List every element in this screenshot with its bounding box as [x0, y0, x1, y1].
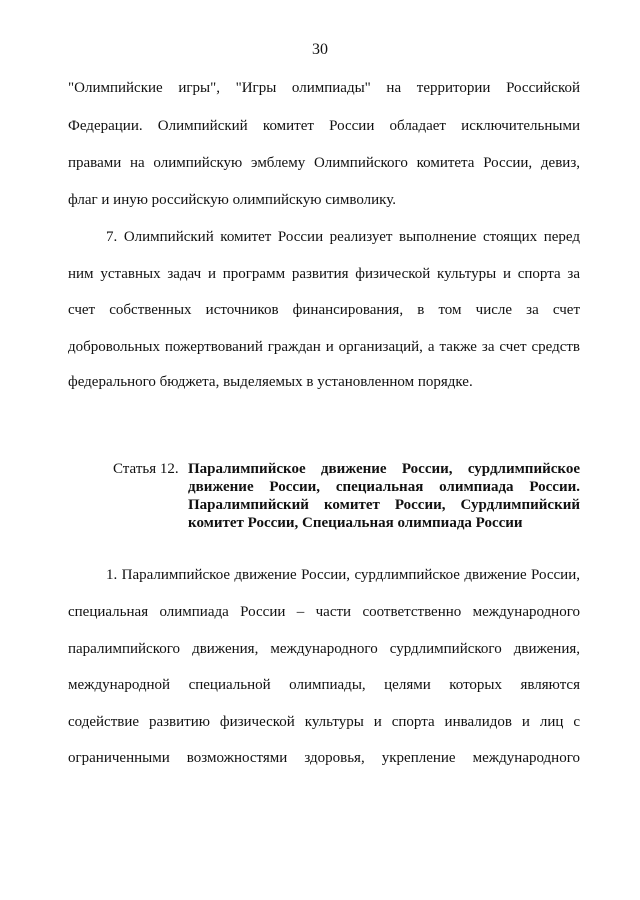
paragraph-line: ним уставных задач и программ развития физической культуры и спорта за: [68, 266, 580, 282]
paragraph-line: содействие развитию физической культуры и спорта инвалидов и лиц с: [68, 714, 580, 730]
article-title-line: Паралимпийский комитет России, Сурдлимпийский: [188, 497, 580, 513]
paragraph-line: 7. Олимпийский комитет России реализует выполнение стоящих перед: [106, 229, 580, 245]
paragraph-line: 1. Паралимпийское движение России, сурдлимпийское движение России,: [106, 567, 580, 583]
paragraph-line: правами на олимпийскую эмблему Олимпийского комитета России, девиз,: [68, 155, 580, 171]
article-title-line: Паралимпийское движение России, сурдлимпийское: [188, 461, 580, 477]
article-title-line: комитет России, Специальная олимпиада России: [188, 515, 523, 531]
paragraph-line: счет собственных источников финансирования, в том числе за счет: [68, 302, 580, 318]
paragraph-line: добровольных пожертвований граждан и организаций, а также за счет средств: [68, 339, 580, 355]
paragraph-line: ограниченными возможностями здоровья, укрепление международного: [68, 750, 580, 766]
paragraph-line: федерального бюджета, выделяемых в установленном порядке.: [68, 374, 473, 390]
paragraph-line: "Олимпийские игры", "Игры олимпиады" на территории Российской: [68, 80, 580, 96]
paragraph-line: паралимпийского движения, международного сурдлимпийского движения,: [68, 641, 580, 657]
page-number: 30: [312, 41, 328, 58]
paragraph-line: флаг и иную российскую олимпийскую символику.: [68, 192, 396, 208]
paragraph-line: специальная олимпиада России – части соответственно международного: [68, 604, 580, 620]
paragraph-line: Федерации. Олимпийский комитет России обладает исключительными: [68, 118, 580, 134]
paragraph-line: международной специальной олимпиады, целями которых являются: [68, 677, 580, 693]
article-title-line: движение России, специальная олимпиада России.: [188, 479, 580, 495]
article-label: Статья 12.: [113, 461, 179, 477]
